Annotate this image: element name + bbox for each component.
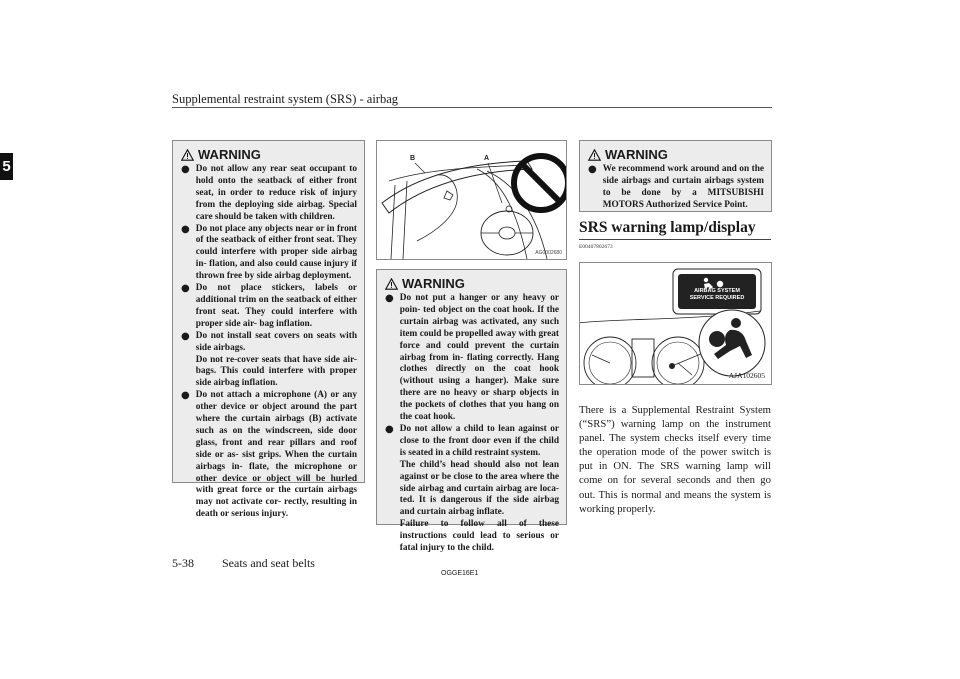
figure-code: AG0002680 [535, 250, 562, 256]
warning-items [385, 293, 559, 555]
section-title: SRS warning lamp/display [579, 219, 756, 236]
section-body: There is a Supplemental Restraint System (“SRS”) warning lamp on the instrument panel. The system checks itself every time the operation mode of the power switch is put in ON. The SRS warning lamp will come on for several seconds and then go out. This is normal and means the system is working properly. [579, 404, 771, 515]
warning-paragraph: Do not re-cover seats that have side air- bags. This could interfere with proper side airbag inflation. [195, 354, 357, 389]
warning-paragraph: Do not install seat covers on seats with side airbags. [195, 330, 357, 353]
warning-triangle-icon [385, 278, 398, 290]
warning-item-text [196, 224, 357, 284]
warning-title [181, 147, 357, 162]
warning-item [181, 390, 357, 521]
section-code: E00407802673 [579, 244, 613, 250]
warning-title-text: WARNING [402, 276, 465, 291]
instrument-panel-illustration [580, 263, 772, 385]
warning-paragraph: Do not put a hanger or any heavy or poin- ted object on the coat hook. If the curtain airbag was activated, any such item could be propelled away with great force and could prevent the curtain airbag from in- flating correctly. Hang clothes directly on the coat hook (without using a hanger). Make sure there are no heavy or sharp objects in the pockets of clothes that you hang on the coat hook. [399, 293, 559, 423]
srs-lamp-figure [579, 262, 772, 385]
bullet-icon: ● [385, 293, 394, 304]
figure-code: AJA102605 [728, 371, 765, 380]
srs-display-line1: AIRBAG SYSTEM [694, 288, 740, 294]
chapter-tab: 5 [0, 153, 13, 180]
bullet-icon: ● [181, 330, 190, 342]
warning-item [385, 293, 559, 424]
warning-item [385, 424, 559, 555]
bullet-icon: ● [181, 164, 190, 175]
header-rule [172, 107, 772, 108]
warning-title-text: WARNING [198, 147, 261, 162]
warning-item-text [196, 331, 357, 391]
chapter-name: Seats and seat belts [222, 556, 315, 570]
bullet-icon: ● [385, 423, 394, 435]
warning-item [181, 164, 357, 224]
warning-paragraph: The child’s head should also not lean against or be close to the area where the side airbag and curtain airbag are loca- ted. It is dangerous if the side airbag and curtain airbag inflate. [399, 459, 559, 518]
warning-paragraph: Do not allow any rear seat occupant to hold onto the seatback of either front seat, in order to reduce risk of injury from the deploying side airbag. Special care should be taken with children. [195, 164, 357, 222]
warning-paragraph: Do not attach a microphone (A) or any other device or object around the part where the curtain airbags (B) activate such as on the windscreen, side door glass, front and rear pillars and roof side or as- sist grips. When the curtain airbags in- flate, the microphone or other device or object will be hurled with great force or the curtain airbags may not activate cor- rectly, resulting in death or serious injury. [195, 390, 357, 520]
warning-paragraph: We recommend work around and on the side airbags and curtain airbags system to be done by a MITSUBISHI MOTORS Authorized Service Point. [602, 164, 764, 210]
warning-title [385, 276, 559, 291]
warning-box-right [579, 140, 772, 212]
warning-item-text [196, 164, 357, 224]
warning-box-middle [376, 269, 567, 554]
curtain-airbag-illustration [377, 141, 567, 260]
curtain-airbag-figure [376, 140, 567, 260]
warning-title-text: WARNING [605, 147, 668, 162]
warning-item-text [196, 390, 357, 521]
bullet-icon: ● [181, 390, 190, 402]
warning-item-text [400, 293, 559, 424]
bullet-icon: ● [588, 164, 597, 175]
running-header: Supplemental restraint system (SRS) - airbag [172, 92, 399, 106]
bullet-icon: ● [181, 283, 190, 295]
warning-title [588, 147, 764, 162]
page-number: 5-38 [172, 556, 194, 570]
section-rule [579, 239, 771, 240]
warning-item [181, 224, 357, 284]
warning-triangle-icon [181, 149, 194, 161]
warning-item-text [196, 283, 357, 331]
bullet-icon: ● [181, 223, 190, 235]
warning-item [181, 331, 357, 391]
label-b: B [410, 155, 416, 162]
warning-paragraph: Failure to follow all of these instructions could lead to serious or fatal injury to the child. [399, 519, 559, 554]
srs-display-line2: SERVICE REQUIRED [689, 295, 745, 301]
document-code: OGGE16E1 [441, 570, 479, 577]
warning-box-left [172, 140, 365, 520]
warning-item [181, 283, 357, 331]
warning-item [588, 164, 764, 212]
warning-item-text [603, 164, 764, 212]
warning-paragraph: Do not allow a child to lean against or close to the front door even if the child is seated in a child restraint system. [399, 423, 559, 458]
warning-item-text [400, 424, 559, 555]
warning-paragraph: Do not place any objects near or in front of the seatback of either front seat. They could interfere with proper side airbag in- flation, and also could cause injury if thrown free by side airbag deployment. [195, 223, 357, 282]
warning-items [588, 164, 764, 212]
label-a: A [484, 155, 490, 162]
warning-items [181, 164, 357, 521]
warning-triangle-icon [588, 149, 601, 161]
warning-paragraph: Do not place stickers, labels or additional trim on the seatback of either front seat. They could interfere with proper side air- bag inflation. [195, 283, 357, 329]
